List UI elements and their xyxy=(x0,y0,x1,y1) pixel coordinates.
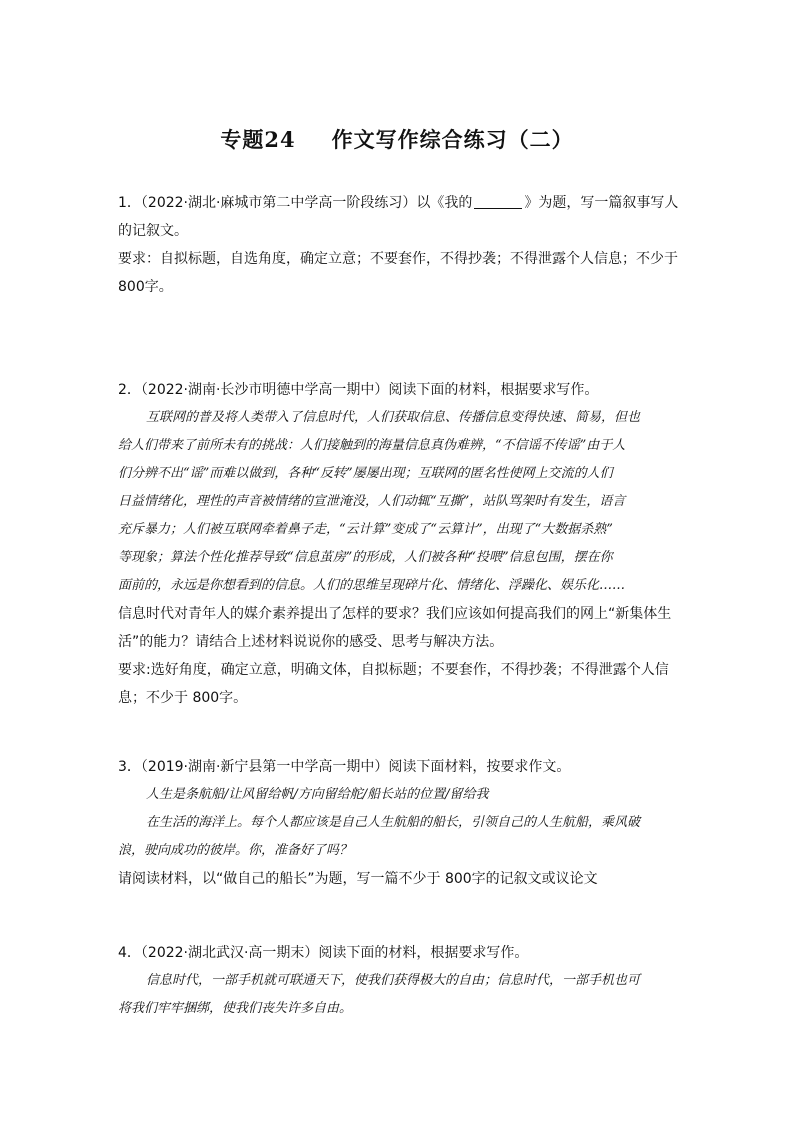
q2-requirement-line: 要求:选好角度，确定立意，明确文体，自拟标题；不要套作，不得抄袭；不得泄露个人信 xyxy=(118,662,669,678)
q2-material-line: 们分辨不出“谣”而难以做到，各种“反转”屡屡出现；互联网的匿名性使网上交流的人们 xyxy=(118,466,613,481)
question-3 xyxy=(118,753,678,893)
fill-in-blank xyxy=(474,194,522,209)
question-1 xyxy=(118,189,678,301)
q3-material-line: 人生是条航船/让风留给帆/方向留给舵/船长站的位置/留给我 xyxy=(146,787,489,802)
page-title xyxy=(0,124,794,154)
q3-material-line: 在生活的海洋上。每个人都应该是自己人生航船的船长，引领自己的人生航船，乘风破 xyxy=(146,815,641,830)
title-topic-number: 专题24 xyxy=(220,127,296,152)
question-4 xyxy=(118,939,678,1023)
q2-material-line: 日益情绪化，理性的声音被情绪的宣泄淹没，人们动辄“互撕”，站队骂架时有发生，语言 xyxy=(118,494,626,509)
q2-prompt-line: 信息时代对青年人的媒介素养提出了怎样的要求？我们应该如何提高我们的网上“新集体生 xyxy=(118,606,672,622)
q4-heading: 4．（2022·湖北武汉·高一期末）阅读下面的材料，根据要求写作。 xyxy=(118,945,529,961)
q3-heading: 3．（2019·湖南·新宁县第一中学高一期中）阅读下面材料，按要求作文。 xyxy=(118,759,571,775)
q2-requirement-line: 息；不少于 800字。 xyxy=(118,690,248,706)
q1-line-2: 的记叙文。 xyxy=(118,223,188,239)
q2-material-line: 等现象；算法个性化推荐导致“信息茧房”的形成，人们被各种“投喂”信息包围，摆在你 xyxy=(118,550,613,565)
q2-prompt-line: 活”的能力？请结合上述材料说说你的感受、思考与解决方法。 xyxy=(118,634,504,650)
q3-prompt: 请阅读材料，以“做自己的船长”为题，写一篇不少于 800字的记叙文或议论文 xyxy=(118,871,598,887)
q4-material-line: 信息时代，一部手机就可联通天下，使我们获得极大的自由；信息时代，一部手机也可 xyxy=(146,973,641,988)
q2-material-line: 面前的，永远是你想看到的信息。人们的思维呈现碎片化、情绪化、浮躁化、娱乐化…… xyxy=(118,578,626,593)
q1-line-1: 1．（2022·湖北·麻城市第二中学高一阶段练习）以《我的 》为题，写一篇叙事写人 xyxy=(118,195,679,211)
q1-requirement-1: 要求：自拟标题，自选角度，确定立意；不要套作，不得抄袭；不得泄露个人信息；不少于 xyxy=(118,251,678,267)
q2-heading: 2．（2022·湖南·长沙市明德中学高一期中）阅读下面的材料，根据要求写作。 xyxy=(118,382,599,398)
title-topic-name: 作文写作综合练习（二） xyxy=(331,127,574,152)
q3-material-line: 浪，驶向成功的彼岸。你，准备好了吗？ xyxy=(118,843,353,858)
q2-material-line: 给人们带来了前所未有的挑战：人们接触到的海量信息真伪难辨，“不信谣不传谣”由于人 xyxy=(118,438,626,453)
q1-requirement-2: 800字。 xyxy=(118,279,173,295)
question-2 xyxy=(118,376,678,712)
q2-material-line: 充斥暴力；人们被互联网牵着鼻子走，“云计算”变成了“云算计”，出现了“大数据杀熟” xyxy=(118,522,613,537)
q2-material-line: 互联网的普及将人类带入了信息时代，人们获取信息、传播信息变得快速、简易，但也 xyxy=(146,410,641,425)
q4-material-line: 将我们牢牢捆绑，使我们丧失许多自由。 xyxy=(118,1001,353,1016)
